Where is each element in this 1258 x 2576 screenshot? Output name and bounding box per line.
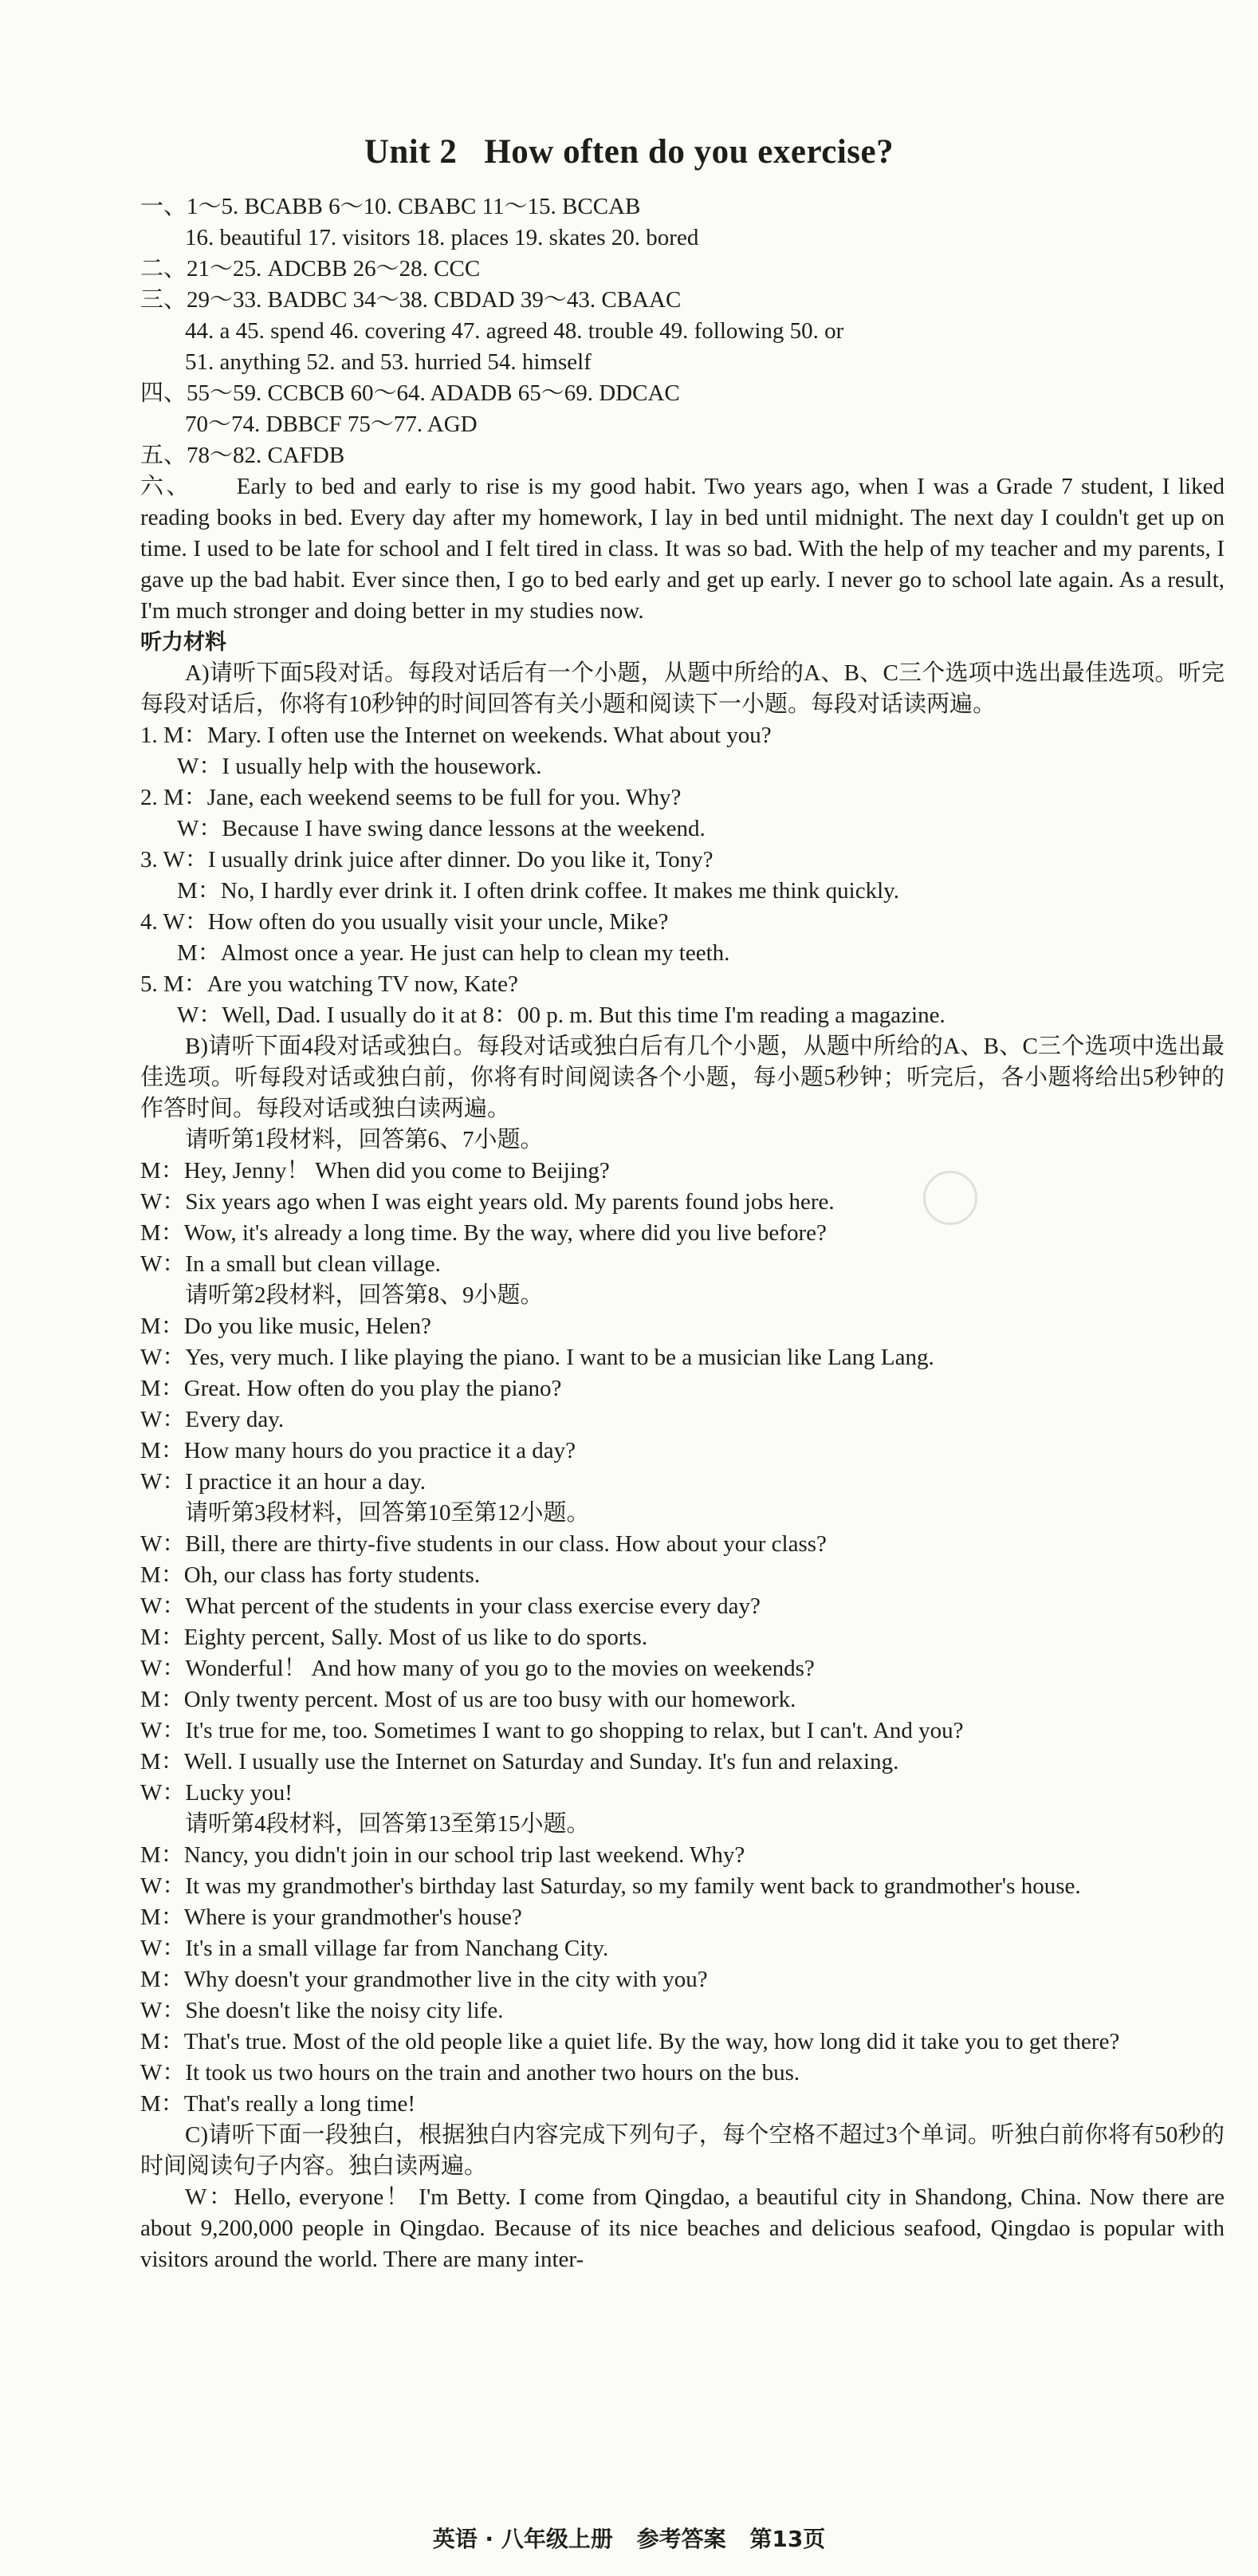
answer-line: 三、29～33. BADBC 34～38. CBDAD 39～43. CBAAC (140, 287, 682, 313)
answer-line: 一、1～5. BCABB 6～10. CBABC 11～15. BCCAB (140, 194, 641, 219)
dialogue-line: W：Bill, there are thirty-five students in our class. How about your class? (140, 1531, 827, 1557)
answer-line: 44. a 45. spend 46. covering 47. agreed 48. trouble 49. following 50. or (185, 318, 844, 344)
footer-section: 参考答案 (636, 2526, 726, 2552)
material-heading: 请听第3段材料，回答第10至第12小题。 (185, 1500, 590, 1526)
page-footer (0, 2522, 1258, 2554)
dialogue-line: W：She doesn't like the noisy city life. (140, 1998, 504, 2023)
listening-heading: 听力材料 (140, 630, 226, 655)
dialogue-line: W：What percent of the students in your class exercise every day? (140, 1593, 761, 1619)
unit-title (0, 132, 1258, 171)
dialogue-line: M：Hey, Jenny！ When did you come to Beijing? (140, 1158, 610, 1184)
material-heading: 请听第4段材料，回答第13至第15小题。 (185, 1811, 590, 1837)
dialogue-line: M：Great. How often do you play the piano? (140, 1376, 562, 1401)
dialogue-line: M：Where is your grandmother's house? (140, 1904, 522, 1930)
dialogue-line: W：Lucky you! (140, 1780, 293, 1806)
dialogue-line: M：Well. I usually use the Internet on Saturday and Sunday. It's fun and relaxing. (140, 1749, 899, 1774)
answer-content (140, 191, 1225, 2275)
dialogue-line: M：Only twenty percent. Most of us are too busy with our homework. (140, 1687, 796, 1712)
dialogue-line: 4. W：How often do you usually visit your uncle, Mike? (140, 909, 669, 935)
footer-subject: 英语 · 八年级上册 (432, 2526, 613, 2552)
answer-line: 二、21～25. ADCBB 26～28. CCC (140, 256, 481, 282)
answer-line: 五、78～82. CAFDB (140, 443, 345, 468)
dialogue-line: 5. M：Are you watching TV now, Kate? (140, 971, 518, 997)
dialogue-line: M：Almost once a year. He just can help to clean my teeth. (177, 940, 730, 966)
dialogue-line: 1. M：Mary. I often use the Internet on weekends. What about you? (140, 723, 772, 748)
dialogue-line: W：In a small but clean village. (140, 1251, 441, 1277)
dialogue-line: W：It was my grandmother's birthday last Saturday, so my family went back to grandmother's house. (140, 1873, 1081, 1899)
dialogue-line: W：Wonderful！ And how many of you go to the movies on weekends? (140, 1656, 815, 1681)
writing-text: Early to bed and early to rise is my good habit. Two years ago, when I was a Grade 7 student, I liked reading books in bed. Every day after my homework, I lay in bed until midnight. The next day I couldn't get up on time. I used to be late for school and I felt tired in class. It was so bad. With the help of my teacher and my parents, I gave up the bad habit. Ever since then, I go to bed early and get up early. I never go to school late again. As a result, I'm much stronger and doing better in my studies now. (140, 474, 1225, 624)
dialogue-line: W：Every day. (140, 1407, 285, 1432)
dialogue-line: W：I practice it an hour a day. (140, 1469, 427, 1495)
part-a-instruction: A)请听下面5段对话。每段对话后有一个小题，从题中所给的A、B、C三个选项中选出最佳选项。听完每段对话后，你将有10秒钟的时间回答有关小题和阅读下一小题。每段对话读两遍。 (140, 660, 1225, 717)
dialogue-line: M：Why doesn't your grandmother live in the city with you? (140, 1967, 708, 1992)
answer-line: 四、55～59. CCBCB 60～64. ADADB 65～69. DDCAC (140, 380, 680, 406)
material-heading: 请听第2段材料，回答第8、9小题。 (185, 1282, 544, 1308)
answer-line: 70～74. DBBCF 75～77. AGD (185, 412, 478, 437)
dialogue-line: W：Because I have swing dance lessons at the weekend. (177, 816, 706, 841)
dialogue-line: M：Oh, our class has forty students. (140, 1562, 481, 1588)
writing-label: 六、 (140, 474, 192, 499)
dialogue-line: M：That's really a long time! (140, 2091, 416, 2117)
answer-line: 51. anything 52. and 53. hurried 54. himself (185, 349, 592, 375)
dialogue-line: M：Do you like music, Helen? (140, 1314, 431, 1339)
dialogue-line: M：Nancy, you didn't join in our school trip last weekend. Why? (140, 1842, 745, 1868)
dialogue-line: 3. W：I usually drink juice after dinner. Do you like it, Tony? (140, 847, 714, 872)
dialogue-line: M：That's true. Most of the old people like a quiet life. By the way, how long did it take you to get there? (140, 2029, 1120, 2054)
dialogue-line: M：No, I hardly ever drink it. I often drink coffee. It makes me think quickly. (177, 878, 900, 904)
dialogue-line: W：It's true for me, too. Sometimes I want to go shopping to relax, but I can't. And you? (140, 1718, 964, 1743)
monologue-text: W：Hello, everyone！ I'm Betty. I come from Qingdao, a beautiful city in Shandong, China. Now there are about 9,200,000 people in Qingdao. Because of its nice beaches and delicious seafood, Qingdao is popular with visitors around the world. There are many inter- (140, 2184, 1225, 2272)
dialogue-line: 2. M：Jane, each weekend seems to be full for you. Why? (140, 785, 682, 810)
dialogue-line: W：It took us two hours on the train and another two hours on the bus. (140, 2060, 800, 2086)
dialogue-line: W：Six years ago when I was eight years old. My parents found jobs here. (140, 1189, 835, 1215)
dialogue-line: W：Well, Dad. I usually do it at 8：00 p. m. But this time I'm reading a magazine. (177, 1002, 945, 1028)
writing-answer (140, 471, 1225, 627)
dialogue-line: W：I usually help with the housework. (177, 754, 542, 779)
dialogue-line: M：Eighty percent, Sally. Most of us like to do sports. (140, 1625, 648, 1650)
dialogue-line: W：Yes, very much. I like playing the piano. I want to be a musician like Lang Lang. (140, 1345, 934, 1370)
dialogue-line: M：How many hours do you practice it a day? (140, 1438, 576, 1463)
unit-number: Unit 2 (364, 133, 458, 171)
footer-page-number: 第13页 (749, 2526, 826, 2552)
faded-stamp-mark (923, 1171, 977, 1225)
part-c-instruction: C)请听下面一段独白，根据独白内容完成下列句子，每个空格不超过3个单词。听独白前你将有50秒的时间阅读句子内容。独白读两遍。 (140, 2122, 1225, 2179)
answer-line: 16. beautiful 17. visitors 18. places 19. skates 20. bored (185, 225, 699, 250)
unit-question: How often do you exercise? (484, 133, 894, 171)
dialogue-line: M：Wow, it's already a long time. By the way, where did you live before? (140, 1220, 827, 1246)
dialogue-line: W：It's in a small village far from Nanchang City. (140, 1936, 609, 1961)
material-heading: 请听第1段材料，回答第6、7小题。 (185, 1127, 544, 1152)
part-b-instruction: B)请听下面4段对话或独白。每段对话或独白后有几个小题，从题中所给的A、B、C三个选项中选出最佳选项。听每段对话或独白前，你将有时间阅读各个小题，每小题5秒钟；听完后，各小题将给出5秒钟的作答时间。每段对话或独白读两遍。 (140, 1034, 1225, 1121)
